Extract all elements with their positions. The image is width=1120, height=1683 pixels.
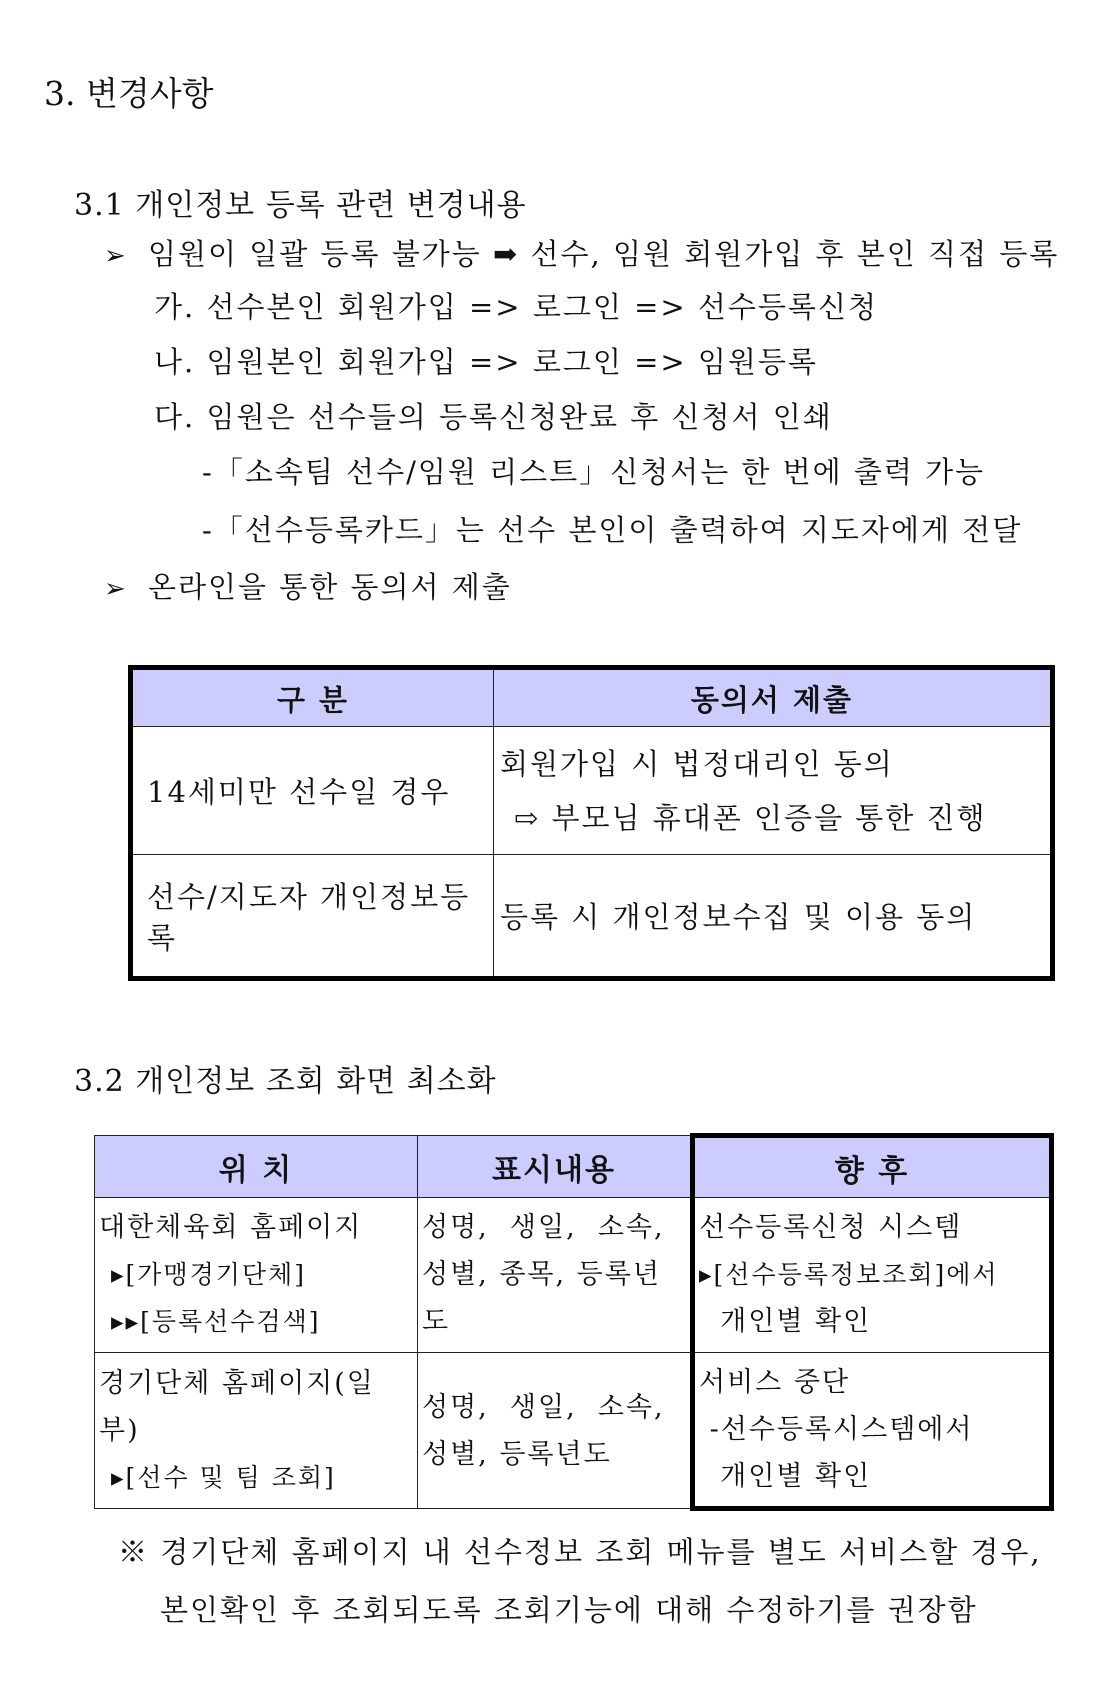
table-header-content: 표시내용 <box>418 1136 693 1198</box>
reference-mark-icon: ※ <box>118 1535 150 1569</box>
bullet-text: 임원이 일괄 등록 불가능 ➡ 선수, 임원 회원가입 후 본인 직접 등록 <box>148 237 1060 271</box>
table-cell-future <box>693 1353 1052 1509</box>
content-line: 성명, 생일, 소속, <box>422 1391 665 1423</box>
table-header-future: 향 후 <box>693 1136 1052 1198</box>
table-cell-category: 선수/지도자 개인정보등록 <box>131 855 494 979</box>
table-header-row <box>95 1136 1052 1198</box>
future-line: 개인별 확인 <box>699 1461 872 1492</box>
note-line-2: 본인확인 후 조회되도록 조회기능에 대해 수정하기를 권장함 <box>160 1593 978 1627</box>
consent-line: 회원가입 시 법정대리인 동의 <box>500 746 894 781</box>
table-header-consent: 동의서 제출 <box>494 668 1053 727</box>
location-line: ▸▸[등록선수검색] <box>111 1307 321 1336</box>
table-row <box>95 1353 1052 1509</box>
table-cell-content <box>418 1198 693 1353</box>
sub-item-1: -「소속팀 선수/임원 리스트」신청서는 한 번에 출력 가능 <box>202 455 986 489</box>
bullet-arrow-icon: ➢ <box>104 574 128 604</box>
table-cell-consent: 등록 시 개인정보수집 및 이용 동의 <box>494 855 1053 979</box>
table-row <box>131 727 1053 855</box>
content-line: 도 <box>422 1306 451 1337</box>
table-header-category: 구 분 <box>131 668 494 727</box>
note-text: 경기단체 홈페이지 내 선수정보 조회 메뉴를 별도 서비스할 경우, <box>160 1535 1042 1569</box>
consent-table <box>128 665 1055 981</box>
table-cell-category: 14세미만 선수일 경우 <box>131 727 494 855</box>
table-header-row <box>131 668 1053 727</box>
bullet-line-1 <box>104 232 1059 273</box>
location-line: 대한체육회 홈페이지 <box>99 1212 363 1243</box>
table-cell-consent <box>494 727 1053 855</box>
location-line: ▸[가맹경기단체] <box>111 1260 306 1289</box>
sub-item-2: -「선수등록카드」는 선수 본인이 출력하여 지도자에게 전달 <box>202 513 1023 547</box>
future-line: 서비스 중단 <box>699 1367 850 1398</box>
table-cell-location <box>95 1353 418 1509</box>
table-row <box>131 855 1053 979</box>
future-line: 개인별 확인 <box>699 1306 872 1337</box>
future-line: -선수등록시스템에서 <box>699 1414 974 1445</box>
consent-line: ⇨ 부모님 휴대폰 인증을 통한 진행 <box>514 800 987 835</box>
section-heading: 3. 변경사항 <box>44 74 214 113</box>
bullet-arrow-icon: ➢ <box>104 241 128 271</box>
subsection-title-3-1: 3.1 개인정보 등록 관련 변경내용 <box>74 188 527 223</box>
bullet-line-2 <box>104 565 512 606</box>
table-row <box>95 1198 1052 1353</box>
content-line: 성별, 종목, 등록년 <box>422 1259 661 1290</box>
future-line: ▸[선수등록정보조회]에서 <box>699 1260 999 1289</box>
content-line: 성별, 등록년도 <box>422 1438 612 1470</box>
table-cell-location <box>95 1198 418 1353</box>
list-item-da: 다. 임원은 선수들의 등록신청완료 후 신청서 인쇄 <box>154 400 833 434</box>
location-line: 경기단체 홈페이지(일부) <box>99 1368 375 1446</box>
table-cell-content <box>418 1353 693 1509</box>
future-line: 선수등록신청 시스템 <box>699 1212 963 1243</box>
table-cell-future <box>693 1198 1052 1353</box>
content-line: 성명, 생일, 소속, <box>422 1212 665 1243</box>
list-item-na: 나. 임원본인 회원가입 => 로그인 => 임원등록 <box>154 345 818 379</box>
subsection-title-3-2: 3.2 개인정보 조회 화면 최소화 <box>74 1064 497 1099</box>
bullet-text: 온라인을 통한 동의서 제출 <box>148 570 512 604</box>
list-item-ga: 가. 선수본인 회원가입 => 로그인 => 선수등록신청 <box>154 290 878 324</box>
table-header-location: 위 치 <box>95 1136 418 1198</box>
display-table <box>94 1133 1054 1511</box>
location-line: ▸[선수 및 팀 조회] <box>111 1463 336 1492</box>
note-line-1 <box>118 1530 1042 1571</box>
